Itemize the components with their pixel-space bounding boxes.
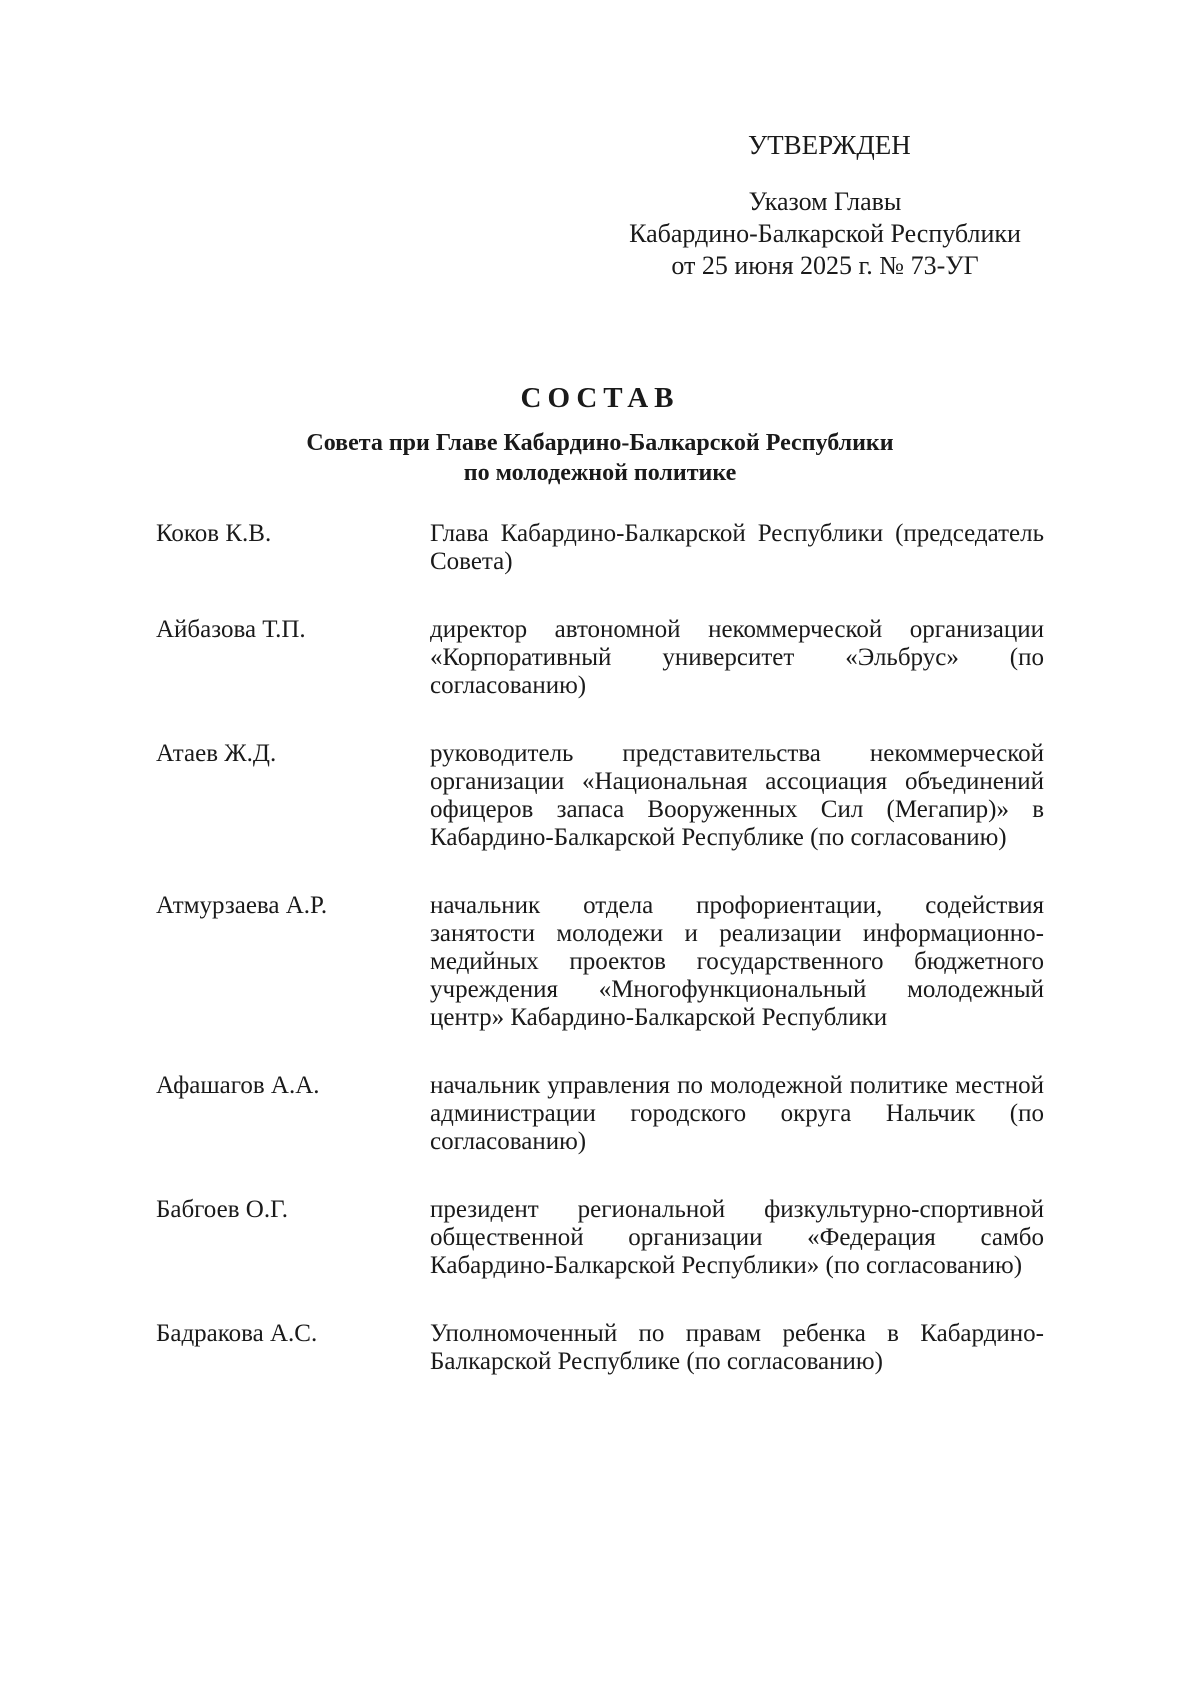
- member-role: Глава Кабардино-Балкарской Республики (председатель Совета): [430, 520, 1044, 575]
- subheading-line: Совета при Главе Кабардино-Балкарской Республики: [306, 430, 894, 456]
- document-heading: СОСТАВ: [520, 382, 680, 414]
- member-name: Бабгоев О.Г.: [156, 1196, 288, 1223]
- member-role: руководитель представительства некоммерческой организации «Национальная ассоциация объединений офицеров запаса Вооруженных Сил (Мегапир)» в Кабардино-Балкарской Республике (по согласованию): [430, 740, 1044, 851]
- approved-stamp-text: УТВЕРЖДЕН: [748, 130, 911, 160]
- subheading-line: по молодежной политике: [463, 460, 737, 486]
- decree-line: от 25 июня 2025 г. № 73-УГ: [671, 251, 979, 280]
- decree-line: Кабардино-Балкарской Республики: [629, 219, 1021, 248]
- member-row: [156, 740, 1046, 852]
- member-row: [156, 1072, 1046, 1156]
- member-role: Уполномоченный по правам ребенка в Кабардино-Балкарской Республике (по согласованию): [430, 1320, 1044, 1375]
- member-row: [156, 520, 1046, 576]
- member-role: начальник управления по молодежной политике местной администрации городского округа Нальчик (по согласованию): [430, 1072, 1044, 1155]
- decree-line: Указом Главы: [748, 187, 902, 216]
- member-row: [156, 892, 1046, 1032]
- members-list: [156, 520, 1046, 1416]
- member-role: директор автономной некоммерческой организации «Корпоративный университет «Эльбрус» (по согласованию): [430, 616, 1044, 699]
- member-name: Коков К.В.: [156, 520, 272, 547]
- member-row: [156, 1320, 1046, 1376]
- decree-reference: [560, 186, 1090, 282]
- member-row: [156, 1196, 1046, 1280]
- member-role: президент региональной физкультурно-спортивной общественной организации «Федерация самбо Кабардино-Балкарской Республики» (по согласованию): [430, 1196, 1044, 1279]
- member-name: Афашагов А.А.: [156, 1072, 320, 1099]
- document-subheading: [0, 428, 1200, 488]
- member-name: Атмурзаева А.Р.: [156, 892, 328, 919]
- member-role: начальник отдела профориентации, содействия занятости молодежи и реализации информационно-медийных проектов государственного бюджетного учреждения «Многофункциональный молодежный центр» Кабардино-Балкарской Республики: [430, 892, 1044, 1031]
- member-name: Бадракова А.С.: [156, 1320, 318, 1347]
- member-row: [156, 616, 1046, 700]
- member-name: Атаев Ж.Д.: [156, 740, 277, 767]
- member-name: Айбазова Т.П.: [156, 616, 306, 643]
